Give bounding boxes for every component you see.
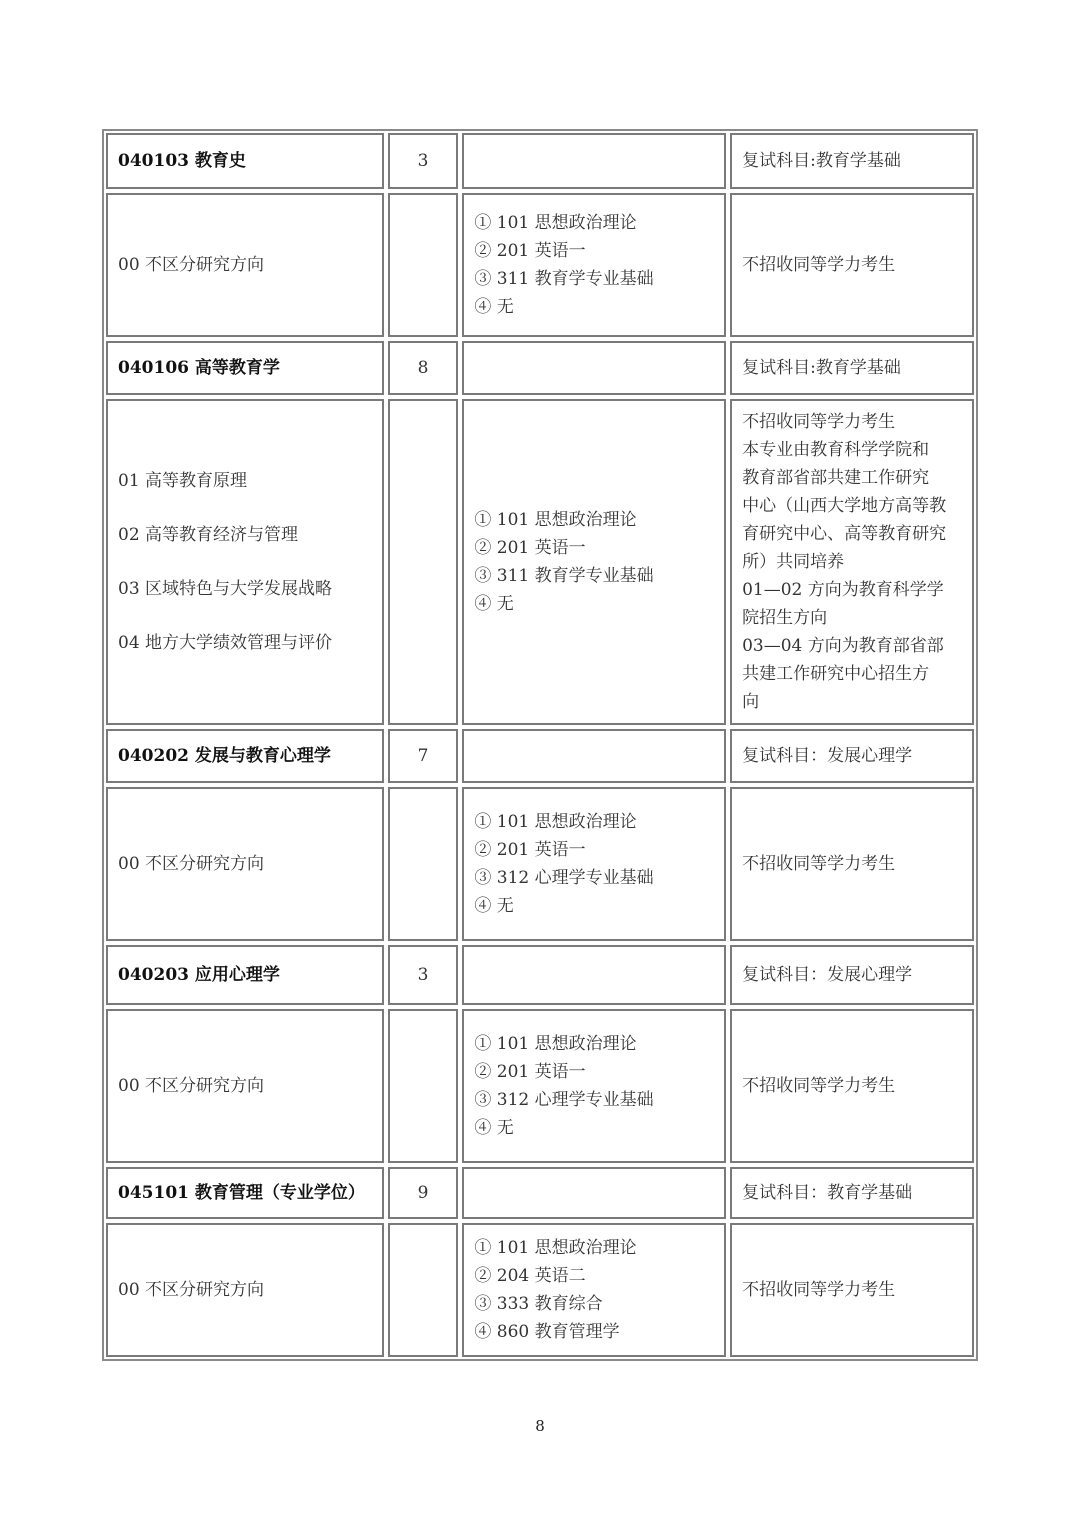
quota bbox=[388, 729, 459, 783]
exam-subjects bbox=[462, 1223, 726, 1357]
detail-row bbox=[106, 1223, 974, 1357]
page-number: 8 bbox=[535, 1417, 545, 1435]
remarks bbox=[730, 1167, 974, 1219]
detail-row bbox=[106, 399, 974, 725]
exam-subjects bbox=[462, 945, 726, 1005]
remark-line: 本专业由教育科学学院和 bbox=[742, 440, 930, 460]
remark-line: 不招收同等学力考生 bbox=[742, 412, 896, 432]
major-row bbox=[106, 945, 974, 1005]
quota bbox=[388, 787, 459, 941]
major-code-name bbox=[106, 945, 384, 1005]
direction-item: 00 不区分研究方向 bbox=[118, 854, 265, 874]
exam-item: ① 101 思想政治理论 bbox=[474, 812, 637, 832]
major-title: 045101 教育管理（专业学位） bbox=[118, 1183, 365, 1203]
exam-subjects bbox=[462, 341, 726, 395]
exam-item: ② 201 英语一 bbox=[474, 1062, 586, 1082]
exam-item: ③ 312 心理学专业基础 bbox=[474, 868, 654, 888]
exam-item: ① 101 思想政治理论 bbox=[474, 213, 637, 233]
direction-item: 01 高等教育原理 bbox=[118, 471, 248, 491]
exam-item: ④ 无 bbox=[474, 297, 514, 317]
detail-row bbox=[106, 193, 974, 337]
major-title: 040106 高等教育学 bbox=[118, 358, 280, 378]
remark-line: 育研究中心、高等教育研究 bbox=[742, 524, 947, 544]
remarks bbox=[730, 1009, 974, 1163]
exam-subjects bbox=[462, 193, 726, 337]
research-directions bbox=[106, 1223, 384, 1357]
exam-item: ④ 无 bbox=[474, 594, 514, 614]
exam-subjects bbox=[462, 1167, 726, 1219]
exam-item: ② 204 英语二 bbox=[474, 1266, 586, 1286]
exam-subjects bbox=[462, 133, 726, 189]
remark-line: 不招收同等学力考生 bbox=[742, 854, 896, 874]
research-directions bbox=[106, 193, 384, 337]
exam-item: ① 101 思想政治理论 bbox=[474, 510, 637, 530]
quota bbox=[388, 399, 459, 725]
direction-item: 03 区域特色与大学发展战略 bbox=[118, 579, 333, 599]
exam-subjects bbox=[462, 729, 726, 783]
exam-subjects bbox=[462, 787, 726, 941]
direction-item: 02 高等教育经济与管理 bbox=[118, 525, 299, 545]
remark-line: 不招收同等学力考生 bbox=[742, 255, 896, 275]
remark-line: 院招生方向 bbox=[742, 608, 828, 628]
quota-value: 3 bbox=[417, 151, 429, 171]
detail-row bbox=[106, 787, 974, 941]
remark-line: 所）共同培养 bbox=[742, 552, 845, 572]
major-title: 040103 教育史 bbox=[118, 151, 246, 171]
major-code-name bbox=[106, 729, 384, 783]
research-directions bbox=[106, 787, 384, 941]
direction-item: 00 不区分研究方向 bbox=[118, 255, 265, 275]
remarks bbox=[730, 945, 974, 1005]
exam-item: ② 201 英语一 bbox=[474, 840, 586, 860]
quota bbox=[388, 133, 459, 189]
direction-item: 00 不区分研究方向 bbox=[118, 1280, 265, 1300]
remark-line: 共建工作研究中心招生方 bbox=[742, 664, 930, 684]
remarks bbox=[730, 193, 974, 337]
direction-item: 04 地方大学绩效管理与评价 bbox=[118, 633, 333, 653]
exam-item: ③ 312 心理学专业基础 bbox=[474, 1090, 654, 1110]
exam-item: ① 101 思想政治理论 bbox=[474, 1034, 637, 1054]
major-code-name bbox=[106, 1167, 384, 1219]
major-row bbox=[106, 729, 974, 783]
detail-row bbox=[106, 1009, 974, 1163]
retest-subject: 复试科目:教育学基础 bbox=[742, 358, 901, 378]
remark-line: 向 bbox=[742, 692, 760, 712]
remark-line: 03—04 方向为教育部省部 bbox=[742, 636, 944, 656]
major-title: 040202 发展与教育心理学 bbox=[118, 746, 331, 766]
exam-subjects bbox=[462, 399, 726, 725]
major-code-name bbox=[106, 133, 384, 189]
exam-item: ① 101 思想政治理论 bbox=[474, 1238, 637, 1258]
retest-subject: 复试科目:教育学基础 bbox=[742, 151, 901, 171]
remarks bbox=[730, 787, 974, 941]
exam-item: ④ 860 教育管理学 bbox=[474, 1322, 620, 1342]
quota bbox=[388, 1167, 459, 1219]
major-row bbox=[106, 1167, 974, 1219]
exam-item: ③ 311 教育学专业基础 bbox=[474, 269, 654, 289]
remark-line: 不招收同等学力考生 bbox=[742, 1280, 896, 1300]
remark-line: 教育部省部共建工作研究 bbox=[742, 468, 930, 488]
retest-subject: 复试科目：发展心理学 bbox=[742, 965, 913, 985]
remark-line: 不招收同等学力考生 bbox=[742, 1076, 896, 1096]
retest-subject: 复试科目：发展心理学 bbox=[742, 746, 913, 766]
quota bbox=[388, 1223, 459, 1357]
exam-item: ② 201 英语一 bbox=[474, 241, 586, 261]
remark-line: 中心（山西大学地方高等教 bbox=[742, 496, 947, 516]
remarks bbox=[730, 1223, 974, 1357]
exam-item: ② 201 英语一 bbox=[474, 538, 586, 558]
remarks bbox=[730, 729, 974, 783]
exam-item: ④ 无 bbox=[474, 1118, 514, 1138]
remarks bbox=[730, 399, 974, 725]
quota bbox=[388, 945, 459, 1005]
direction-item: 00 不区分研究方向 bbox=[118, 1076, 265, 1096]
quota bbox=[388, 341, 459, 395]
quota-value: 8 bbox=[417, 358, 429, 378]
research-directions bbox=[106, 399, 384, 725]
retest-subject: 复试科目：教育学基础 bbox=[742, 1183, 913, 1203]
major-title: 040203 应用心理学 bbox=[118, 965, 280, 985]
exam-item: ③ 311 教育学专业基础 bbox=[474, 566, 654, 586]
quota bbox=[388, 193, 459, 337]
exam-item: ④ 无 bbox=[474, 896, 514, 916]
quota-value: 7 bbox=[417, 746, 429, 766]
remarks bbox=[730, 341, 974, 395]
remark-line: 01—02 方向为教育科学学 bbox=[742, 580, 944, 600]
admissions-table bbox=[102, 129, 978, 1361]
exam-item: ③ 333 教育综合 bbox=[474, 1294, 603, 1314]
quota bbox=[388, 1009, 459, 1163]
remarks bbox=[730, 133, 974, 189]
exam-subjects bbox=[462, 1009, 726, 1163]
research-directions bbox=[106, 1009, 384, 1163]
major-row bbox=[106, 341, 974, 395]
major-code-name bbox=[106, 341, 384, 395]
major-row bbox=[106, 133, 974, 189]
quota-value: 3 bbox=[417, 965, 429, 985]
quota-value: 9 bbox=[417, 1183, 429, 1203]
